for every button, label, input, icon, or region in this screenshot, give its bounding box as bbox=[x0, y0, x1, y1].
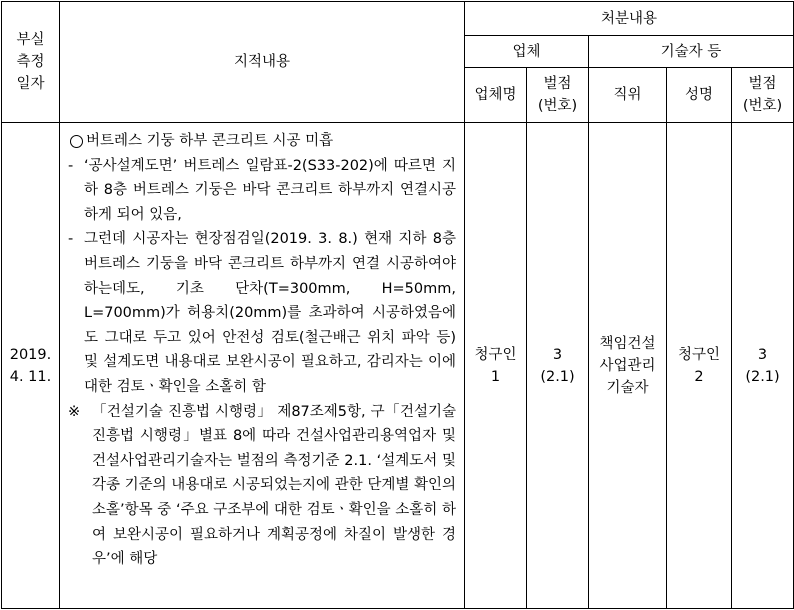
circle-bullet-icon bbox=[70, 135, 83, 148]
header-engineer-points: 벌점 (번호) bbox=[732, 68, 794, 123]
reference-mark: ※ bbox=[68, 403, 81, 420]
header-disposition: 처분내용 bbox=[465, 2, 794, 36]
header-company-name: 업체명 bbox=[465, 68, 527, 123]
row-name: 청구인 2 bbox=[667, 123, 732, 609]
header-name: 성명 bbox=[667, 68, 732, 123]
header-company-points: 벌점 (번호) bbox=[527, 68, 589, 123]
row-engineer-points: 3 (2.1) bbox=[732, 123, 794, 609]
penalty-table bbox=[1, 1, 794, 609]
header-position: 직위 bbox=[589, 68, 667, 123]
dash-marker: - bbox=[68, 157, 74, 174]
row-company-points: 3 (2.1) bbox=[527, 123, 589, 609]
row-company-name: 청구인 1 bbox=[465, 123, 527, 609]
header-company-group: 업체 bbox=[465, 36, 589, 68]
header-date: 부실 측정 일자 bbox=[2, 2, 60, 123]
dash-marker: - bbox=[68, 231, 74, 248]
row-position: 책임건설 사업관리 기술자 bbox=[589, 123, 667, 609]
finding-item-1: - ‘공사설계도면’ 버트레스 일람표-2(S33-202)에 따르면 지하 8층 버트레스 기둥은 바닥 콘크리트 하부까지 연결시공하게 되어 있음, bbox=[68, 154, 456, 228]
header-engineer-group: 기술자 등 bbox=[589, 36, 794, 68]
header-findings: 지적내용 bbox=[60, 2, 465, 123]
finding-item-2: - 그런데 시공자는 현장점검일(2019. 3. 8.) 현재 지하 8층 버트레스 기둥을 바닥 콘크리트 하부까지 연결 시공하여야 하는데도, 기초 단차(T=300mm, H=50mm, L=700mm)가 허용치(20mm)를 초과하여 시공하였음에도 그대로 두고 있어 안전성 검토(철근배근 위치 파악 등) 및 설계도면 내용대로 보완시공이 필요하고, 감리자는 이에 대한 검토ㆍ확인을 소홀히 함 bbox=[68, 227, 456, 399]
finding-note: ※ 「건설기술 진흥법 시행령」 제87조제5항, 구「건설기술 진흥법 시행령」별표 8에 따라 건설사업관리용역업자 및 건설사업관리기술자는 벌점의 측정기준 2.1. ‘설계도서 및 각종 기준의 내용대로 시공되었는지에 관한 단계별 확인의 소홀’항목 중 ‘주요 구조부에 대한 검토ㆍ확인을 소홀히 하여 보완시공이 필요하거나 계획공정에 차질이 발생한 경우’에 해당 bbox=[68, 400, 456, 572]
finding-item-0: 버트레스 기둥 하부 콘크리트 시공 미흡 bbox=[68, 129, 456, 154]
findings-cell bbox=[60, 123, 465, 609]
row-date: 2019. 4. 11. bbox=[2, 123, 60, 609]
